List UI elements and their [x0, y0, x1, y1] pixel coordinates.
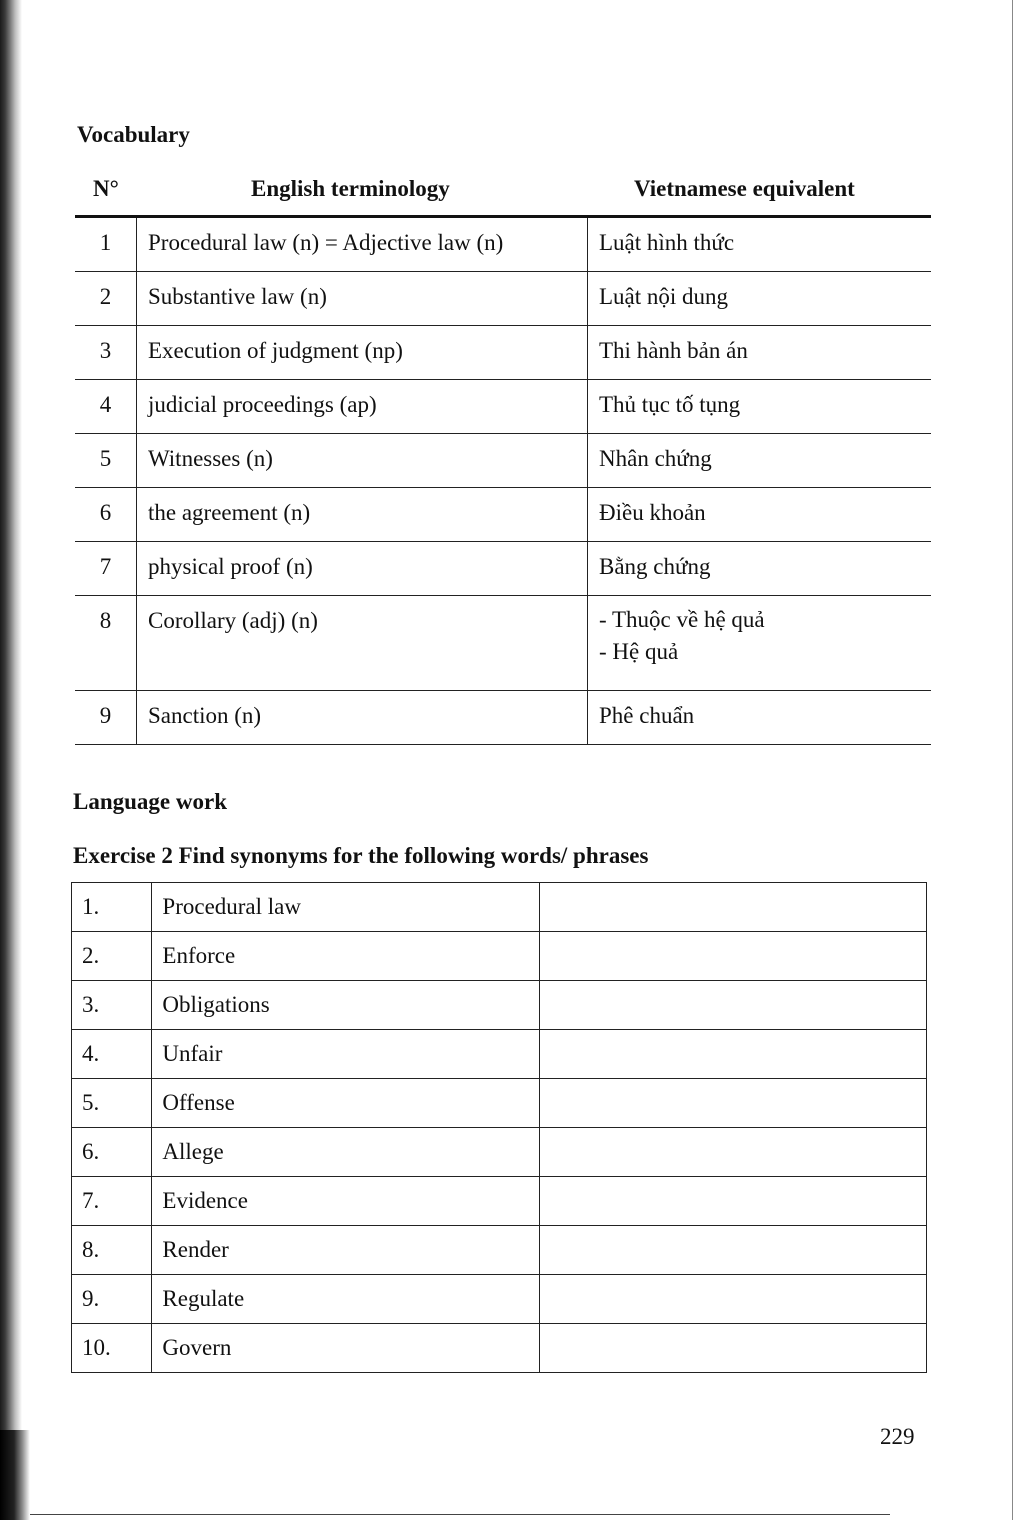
vietnamese-equivalent: [588, 488, 932, 542]
english-term: Sanction (n): [137, 691, 588, 745]
column-header-vietnamese: Vietnamese equivalent: [634, 176, 855, 201]
exercise-row: [72, 1177, 927, 1226]
vietnamese-line: Thi hành bản án: [599, 338, 748, 363]
vietnamese-equivalent: [588, 217, 932, 272]
exercise-word: Procedural law: [152, 883, 539, 932]
exercise-word: Evidence: [152, 1177, 539, 1226]
exercise-number: 1.: [72, 883, 152, 932]
exercise-number: 2.: [72, 932, 152, 981]
exercise-word: Enforce: [152, 932, 539, 981]
exercise-row: [72, 1030, 927, 1079]
synonym-answer-cell[interactable]: [539, 932, 926, 981]
exercise-word: Allege: [152, 1128, 539, 1177]
vocabulary-row: [75, 217, 931, 272]
english-term: Procedural law (n) = Adjective law (n): [137, 217, 588, 272]
synonym-answer-cell[interactable]: [539, 1079, 926, 1128]
exercise-word: Unfair: [152, 1030, 539, 1079]
vietnamese-line: Luật nội dung: [599, 284, 729, 309]
exercise-number: 5.: [72, 1079, 152, 1128]
vietnamese-line: Bằng chứng: [599, 554, 711, 579]
vocabulary-row: [75, 542, 931, 596]
vocabulary-row: [75, 596, 931, 691]
exercise-row: [72, 883, 927, 932]
vocabulary-number: 5: [75, 434, 137, 488]
exercise-number: 9.: [72, 1275, 152, 1324]
english-term: Witnesses (n): [137, 434, 588, 488]
exercise-number: 3.: [72, 981, 152, 1030]
english-term: Corollary (adj) (n): [137, 596, 588, 691]
vocabulary-header-row: [75, 172, 931, 216]
exercise-row: [72, 981, 927, 1030]
synonym-answer-cell[interactable]: [539, 883, 926, 932]
english-term: judicial proceedings (ap): [137, 380, 588, 434]
synonym-answer-cell[interactable]: [539, 1324, 926, 1373]
vietnamese-equivalent: [588, 596, 932, 691]
vietnamese-line: Nhân chứng: [599, 446, 712, 471]
vietnamese-equivalent: [588, 691, 932, 745]
vietnamese-equivalent: [588, 380, 932, 434]
page-bottom-rule: [30, 1514, 890, 1515]
exercise-number: 7.: [72, 1177, 152, 1226]
synonym-answer-cell[interactable]: [539, 1128, 926, 1177]
vocabulary-row: [75, 434, 931, 488]
exercise-word: Regulate: [152, 1275, 539, 1324]
exercise-row: [72, 1324, 927, 1373]
exercise-number: 8.: [72, 1226, 152, 1275]
vietnamese-line: - Thuộc về hệ quả: [599, 607, 765, 632]
exercise-word: Offense: [152, 1079, 539, 1128]
vocabulary-number: 8: [75, 596, 137, 691]
vocabulary-row: [75, 488, 931, 542]
synonym-answer-cell[interactable]: [539, 981, 926, 1030]
exercise-row: [72, 1128, 927, 1177]
page-number: 229: [880, 1424, 915, 1449]
vietnamese-equivalent: [588, 434, 932, 488]
vietnamese-line: Thủ tục tố tụng: [599, 392, 741, 417]
vocabulary-table: [75, 215, 931, 745]
vocabulary-number: 4: [75, 380, 137, 434]
synonym-answer-cell[interactable]: [539, 1226, 926, 1275]
vietnamese-line: Phê chuẩn: [599, 703, 695, 728]
exercise-word: Obligations: [152, 981, 539, 1030]
vocabulary-number: 6: [75, 488, 137, 542]
exercise-number: 6.: [72, 1128, 152, 1177]
vocabulary-number: 3: [75, 326, 137, 380]
exercise-number: 10.: [72, 1324, 152, 1373]
exercise-word: Govern: [152, 1324, 539, 1373]
exercise-heading: Exercise 2 Find synonyms for the following words/ phrases: [73, 843, 649, 868]
exercise-row: [72, 932, 927, 981]
exercise-row: [72, 1226, 927, 1275]
vocabulary-row: [75, 380, 931, 434]
english-term: Execution of judgment (np): [137, 326, 588, 380]
scan-binding-edge: [0, 0, 22, 1520]
exercise-row: [72, 1275, 927, 1324]
vocabulary-row: [75, 326, 931, 380]
vietnamese-line: - Hệ quả: [599, 639, 679, 664]
exercise-word: Render: [152, 1226, 539, 1275]
vocabulary-number: 2: [75, 272, 137, 326]
english-term: Substantive law (n): [137, 272, 588, 326]
vietnamese-equivalent: [588, 326, 932, 380]
exercise-table: [71, 882, 927, 1373]
vietnamese-equivalent: [588, 272, 932, 326]
vocabulary-row: [75, 691, 931, 745]
exercise-row: [72, 1079, 927, 1128]
column-header-english: English terminology: [251, 176, 450, 201]
language-work-heading: Language work: [73, 789, 227, 814]
scan-binding-shadow: [0, 1430, 30, 1520]
synonym-answer-cell[interactable]: [539, 1030, 926, 1079]
vietnamese-line: Luật hình thức: [599, 230, 735, 255]
vocabulary-row: [75, 272, 931, 326]
column-header-number: N°: [93, 176, 119, 201]
synonym-answer-cell[interactable]: [539, 1275, 926, 1324]
page-right-edge: [1012, 0, 1013, 1520]
english-term: physical proof (n): [137, 542, 588, 596]
vocabulary-number: 7: [75, 542, 137, 596]
vietnamese-equivalent: [588, 542, 932, 596]
vocabulary-heading: Vocabulary: [77, 122, 190, 147]
exercise-number: 4.: [72, 1030, 152, 1079]
english-term: the agreement (n): [137, 488, 588, 542]
vocabulary-number: 9: [75, 691, 137, 745]
synonym-answer-cell[interactable]: [539, 1177, 926, 1226]
vietnamese-line: Điều khoản: [599, 500, 706, 525]
vocabulary-number: 1: [75, 217, 137, 272]
